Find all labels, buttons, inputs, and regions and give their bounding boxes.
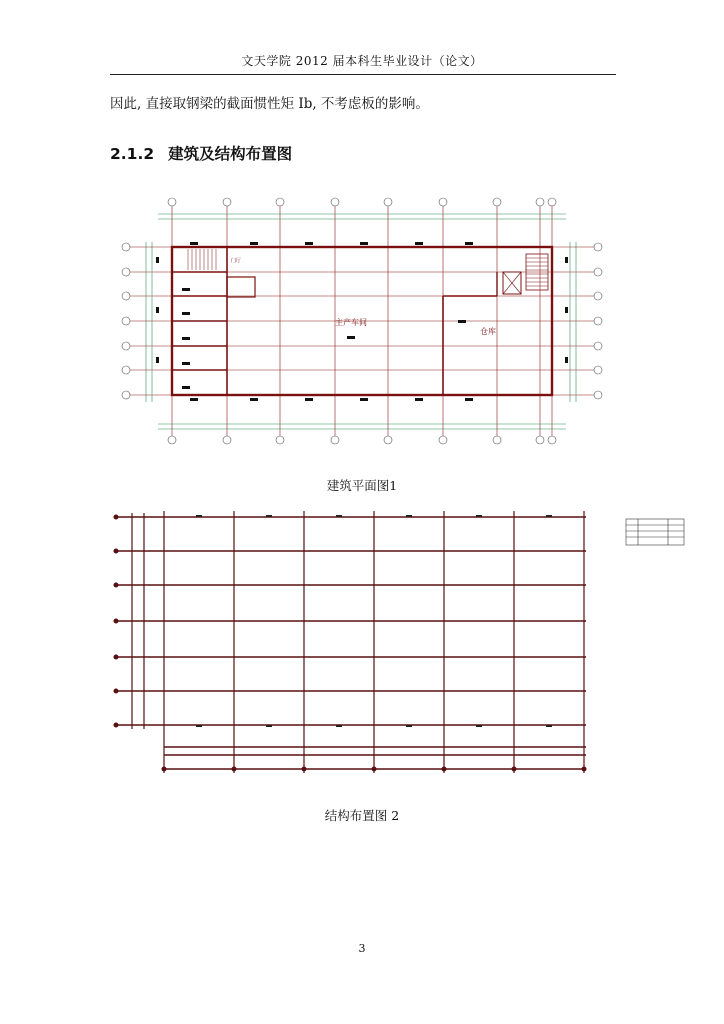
structural-layout-drawing xyxy=(108,505,692,780)
workshop-label: 主产车间 xyxy=(335,318,367,327)
running-header: 文天学院 2012 届本科生毕业设计（论文） xyxy=(241,54,483,68)
header-rule xyxy=(110,74,616,75)
warehouse-label: 仓库 xyxy=(480,327,496,336)
page-number: 3 xyxy=(358,942,366,955)
architectural-plan-drawing xyxy=(110,192,610,454)
section-heading xyxy=(110,142,292,164)
figure1-caption: 建筑平面图1 xyxy=(326,478,398,493)
section-number: 2.1.2 xyxy=(110,145,155,163)
figure2-caption: 结构布置图 2 xyxy=(324,808,400,823)
body-paragraph: 因此, 直接取钢梁的截面惯性矩 Ib, 不考虑板的影响。 xyxy=(110,96,429,112)
lobby-label: 门厅 xyxy=(231,258,242,264)
section-title: 建筑及结构布置图 xyxy=(168,145,293,163)
